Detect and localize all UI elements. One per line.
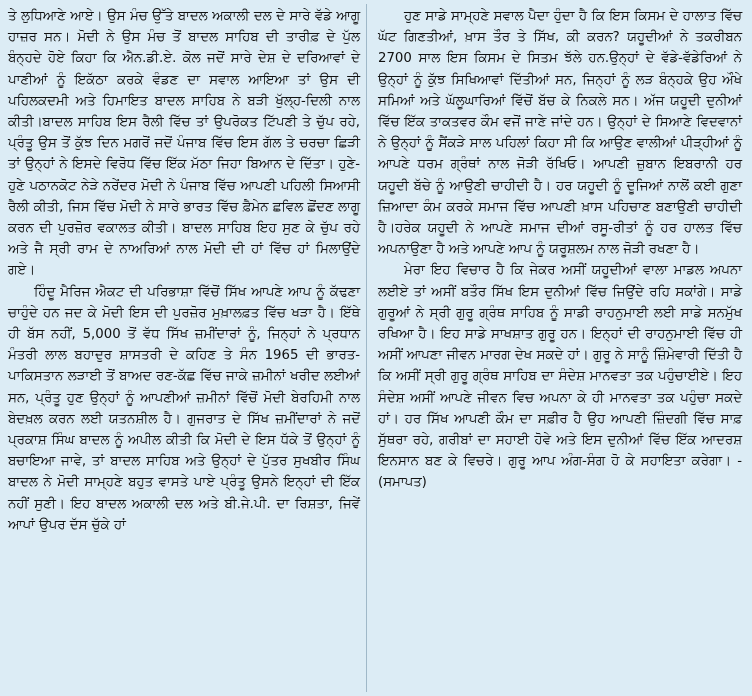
right-paragraph-1: ਹੁਣ ਸਾਡੇ ਸਾਮ੍ਹਣੇ ਸਵਾਲ ਪੈਦਾ ਹੁੰਦਾ ਹੈ ਕਿ ਇਸ ਕਿਸਮ ਦੇ ਹਾਲਾਤ ਵਿੱਚ ਘੱਟ ਗਿਣਤੀਆਂ, ਖ਼ਾਸ ਤੌਰ ਤੇ ਸਿੱਖ, ਕੀ ਕਰਨ? ਯਹੂਦੀਆਂ ਨੇ ਤਕਰੀਬਨ 2700 ਸਾਲ ਇਸ ਕਿਸਮ ਦੇ ਸਿਤਮ ਝੱਲੇ ਹਨ.ਉਨ੍ਹਾਂ ਦੇ ਵੱਡੇ-ਵੱਡੇਰਿਆਂ ਨੇ ਉਨ੍ਹਾਂ ਨੂੰ ਕੁੱਝ ਸਿਖਿਆਵਾਂ ਦਿੱਤੀਆਂ ਸਨ, ਜਿਨ੍ਹਾਂ ਨੂੰ ਲੜ ਬੰਨ੍ਹਕੇ ਉਹ ਔਖੇ ਸਮਿਆਂ ਅਤੇ ਘੱਲੂਘਾਰਿਆਂ ਵਿੱਚੋਂ ਬੱਚ ਕੇ ਨਿਕਲੇ ਸਨ। ਅੱਜ ਯਹੂਦੀ ਦੁਨੀਆਂ ਵਿੱਚ ਇੱਕ ਤਾਕਤਵਰ ਕੌਮ ਵਜੋਂ ਜਾਣੇ ਜਾਂਦੇ ਹਨ। ਉਨ੍ਹਾਂ ਦੇ ਸਿਆਣੇ ਵਿਦਵਾਨਾਂ ਨੇ ਉਨ੍ਹਾਂ ਨੂੰ ਸੈਂਕੜੇ ਸਾਲ ਪਹਿਲਾਂ ਕਿਹਾ ਸੀ ਕਿ ਆਉਣ ਵਾਲੀਆਂ ਪੀੜ੍ਹੀਆਂ ਨੂੰ ਆਪਣੇ ਧਰਮ ਗ੍ਰੰਥਾਂ ਨਾਲ ਜੋੜੀ ਰੱਖਿਓ। ਆਪਣੀ ਜ਼ੁਬਾਨ ਇਬਰਾਨੀ ਹਰ ਯਹੂਦੀ ਬੱਚੇ ਨੂੰ ਆਉਣੀ ਚਾਹੀਦੀ ਹੈ। ਹਰ ਯਹੂਦੀ ਨੂੰ ਦੂਜਿਆਂ ਨਾਲੋਂ ਕਈ ਗੁਣਾ ਜ਼ਿਆਦਾ ਕੰਮ ਕਰਕੇ ਸਮਾਜ ਵਿੱਚ ਆਪਣੀ ਖ਼ਾਸ ਪਹਿਚਾਣ ਬਣਾਉਣੀ ਚਾਹੀਦੀ ਹੈ।ਹਰੇਕ ਯਹੂਦੀ ਨੇ ਆਪਣੇ ਸਮਾਜ ਦੀਆਂ ਰਸੂ-ਰੀਤਾਂ ਨੂੰ ਹਰ ਹਾਲਤ ਵਿੱਚ ਅਪਨਾਉਣਾ ਹੈ ਅਤੇ ਆਪਣੇ ਆਪ ਨੂੰ ਯਰੂਸ਼ਲਮ ਨਾਲ ਜੋੜੀ ਰਖਣਾ ਹੈ। bbox=[378, 9, 742, 258]
right-paragraph-2: ਮੇਰਾ ਇਹ ਵਿਚਾਰ ਹੈ ਕਿ ਜੇਕਰ ਅਸੀਂ ਯਹੂਦੀਆਂ ਵਾਲਾ ਮਾਡਲ ਅਪਨਾ ਲਈਏ ਤਾਂ ਅਸੀਂ ਬਤੌਰ ਸਿੱਖ ਇਸ ਦੁਨੀਆਂ ਵਿੱਚ ਜਿਉਂਦੇ ਰਹਿ ਸਕਾਂਗੇ। ਸਾਡੇ ਗੁਰੂਆਂ ਨੇ ਸ੍ਰੀ ਗੁਰੂ ਗ੍ਰੰਥ ਸਾਹਿਬ ਨੂੰ ਸਾਡੀ ਰਾਹਨੁਮਾਈ ਲਈ ਸਾਡੇ ਸਨਮੁੱਖ ਰਖਿਆ ਹੈ। ਇਹ ਸਾਡੇ ਸਾਖਸ਼ਾਤ ਗੁਰੂ ਹਨ। ਇਨ੍ਹਾਂ ਦੀ ਰਾਹਨੁਮਾਈ ਵਿੱਚ ਹੀ ਅਸੀਂ ਆਪਣਾ ਜੀਵਨ ਮਾਰਗ ਦੇਖ ਸਕਦੇ ਹਾਂ। ਗੁਰੂ ਨੇ ਸਾਨੂੰ ਜ਼ਿੰਮੇਵਾਰੀ ਦਿੱਤੀ ਹੈ ਕਿ ਅਸੀਂ ਸ੍ਰੀ ਗੁਰੂ ਗ੍ਰੰਥ ਸਾਹਿਬ ਦਾ ਸੰਦੇਸ਼ ਮਾਨਵਤਾ ਤਕ ਪਹੁੰਚਾਈਏ। ਇਹ ਸੰਦੇਸ਼ ਅਸੀਂ ਆਪਣੇ ਜੀਵਨ ਵਿਚ ਅਪਨਾ ਕੇ ਹੀ ਮਾਨਵਤਾ ਤਕ ਪਹੁੰਚਾ ਸਕਦੇ ਹਾਂ। ਹਰ ਸਿੱਖ ਆਪਣੀ ਕੌਮ ਦਾ ਸਫ਼ੀਰ ਹੈ ਉਹ ਆਪਣੀ ਜ਼ਿੰਦਗੀ ਵਿੱਚ ਸਾਫ਼ ਸੁੱਥਰਾ ਰਹੇ, ਗਰੀਬਾਂ ਦਾ ਸਹਾਈ ਹੋਵੇ ਅਤੇ ਇਸ ਦੁਨੀਆਂ ਵਿੱਚ ਇੱਕ ਆਦਰਸ਼ ਇਨਸਾਨ ਬਣ ਕੇ ਵਿਚਰੇ। ਗੁਰੂ ਆਪ ਅੰਗ-ਸੰਗ ਹੋ ਕੇ ਸਹਾਇਤਾ ਕਰੇਗਾ। - (ਸਮਾਪਤ) bbox=[378, 263, 742, 491]
left-text-column bbox=[4, 0, 364, 696]
right-text-column bbox=[372, 0, 748, 696]
left-paragraph-2: ਹਿੰਦੂ ਮੈਰਿਜ ਐਕਟ ਦੀ ਪਰਿਭਾਸ਼ਾ ਵਿੱਚੋਂ ਸਿੱਖ ਆਪਣੇ ਆਪ ਨੂੰ ਕੱਢਣਾ ਚਾਹੁੰਦੇ ਹਨ ਜਦ ਕੇ ਮੋਦੀ ਇਸ ਦੀ ਪੁਰਜ਼ੋਰ ਮੁਖ਼ਾਲਫ਼ਤ ਵਿੱਚ ਖੜਾ ਹੈ। ਇੱਥੇ ਹੀ ਬੱਸ ਨਹੀਂ, 5,000 ਤੋਂ ਵੱਧ ਸਿੱਖ ਜ਼ਮੀਂਦਾਰਾਂ ਨੂੰ, ਜਿਨ੍ਹਾਂ ਨੇ ਪ੍ਰਧਾਨ ਮੰਤਰੀ ਲਾਲ ਬਹਾਦੁਰ ਸ਼ਾਸਤਰੀ ਦੇ ਕਹਿਣ ਤੇ ਸੰਨ 1965 ਦੀ ਭਾਰਤ-ਪਾਕਿਸਤਾਨ ਲੜਾਈ ਤੋਂ ਬਾਅਦ ਰਣ-ਕੱਛ ਵਿੱਚ ਜਾਕੇ ਜ਼ਮੀਨਾਂ ਖਰੀਦ ਲਈਆਂ ਸਨ, ਪ੍ਰੰਤੂ ਹੁਣ ਉਨ੍ਹਾਂ ਨੂੰ ਆਪਣੀਆਂ ਜ਼ਮੀਨਾਂ ਵਿੱਚੋਂ ਮੋਦੀ ਬੇਰਹਿਮੀ ਨਾਲ ਬੇਦਖ਼ਲ ਕਰਨ ਲਈ ਯਤਨਸ਼ੀਲ ਹੈ। ਗੁਜਰਾਤ ਦੇ ਸਿੱਖ ਜ਼ਮੀਂਦਾਰਾਂ ਨੇ ਜਦੋਂ ਪ੍ਰਕਾਸ਼ ਸਿੰਘ ਬਾਦਲ ਨੂੰ ਅਪੀਲ ਕੀਤੀ ਕਿ ਮੋਦੀ ਦੇ ਇਸ ਧੱਕੇ ਤੋਂ ਉਨ੍ਹਾਂ ਨੂੰ ਬਚਾਇਆ ਜਾਵੇ, ਤਾਂ ਬਾਦਲ ਸਾਹਿਬ ਅਤੇ ਉਨ੍ਹਾਂ ਦੇ ਪੁੱਤਰ ਸੁਖਬੀਰ ਸਿੰਘ ਬਾਦਲ ਨੇ ਮੋਦੀ ਸਾਮ੍ਹਣੇ ਬਹੁਤ ਵਾਸਤੇ ਪਾਏ ਪ੍ਰੰਤੂ ਉਸਨੇ ਇਨ੍ਹਾਂ ਦੀ ਇੱਕ ਨਹੀਂ ਸੁਣੀ। ਇਹ ਬਾਦਲ ਅਕਾਲੀ ਦਲ ਅਤੇ ਬੀ.ਜੇ.ਪੀ. ਦਾ ਰਿਸ਼ਤਾ, ਜਿਵੇਂ ਆਪਾਂ ਉਪਰ ਦੱਸ ਚੁੱਕੇ ਹਾਂ bbox=[8, 284, 360, 533]
column-divider bbox=[366, 4, 367, 692]
left-paragraph-1: ਤੇ ਲੁਧਿਆਣੇ ਆਏ। ਉਸ ਮੰਚ ਉੱਤੇ ਬਾਦਲ ਅਕਾਲੀ ਦਲ ਦੇ ਸਾਰੇ ਵੱਡੇ ਆਗੂ ਹਾਜ਼ਰ ਸਨ। ਮੋਦੀ ਨੇ ਉਸ ਮੰਚ ਤੋਂ ਬਾਦਲ ਸਾਹਿਬ ਦੀ ਤਾਰੀਫ਼ ਦੇ ਪੁੱਲ ਬੰਨ੍ਹਦੇ ਹੋਏ ਕਿਹਾ ਕਿ ਐਨ.ਡੀ.ਏ. ਕੋਲ ਜਦੋਂ ਸਾਰੇ ਦੇਸ਼ ਦੇ ਦਰਿਆਵਾਂ ਦੇ ਪਾਣੀਆਂ ਨੂੰ ਇਕੱਠਾ ਕਰਕੇ ਵੰਡਣ ਦਾ ਸਵਾਲ ਆਇਆ ਤਾਂ ਉਸ ਦੀ ਪਹਿਲਕਦਮੀ ਅਤੇ ਹਿਮਾਇਤ ਬਾਦਲ ਸਾਹਿਬ ਨੇ ਬੜੀ ਖੁੱਲ੍ਹ-ਦਿਲੀ ਨਾਲ ਕੀਤੀ।ਬਾਦਲ ਸਾਹਿਬ ਇਸ ਰੈਲੀ ਵਿੱਚ ਤਾਂ ਉਪਰੋਕਤ ਟਿੱਪਣੀ ਤੇ ਚੁੱਪ ਰਹੇ, ਪ੍ਰੰਤੂ ਉਸ ਤੋਂ ਕੁੱਝ ਦਿਨ ਮਗਰੋਂ ਜਦੋਂ ਪੰਜਾਬ ਵਿੱਚ ਇਸ ਗੱਲ ਤੇ ਚਰਚਾ ਛਿੜੀ ਤਾਂ ਉਨ੍ਹਾਂ ਨੇ ਇਸਦੇ ਵਿਰੋਧ ਵਿੱਚ ਇੱਕ ਮੱਠਾ ਜਿਹਾ ਬਿਆਨ ਦੇ ਦਿੱਤਾ। ਹੁਣੇ-ਹੁਣੇ ਪਠਾਨਕੋਟ ਨੇੜੇ ਨਰੇਂਦਰ ਮੋਦੀ ਨੇ ਪੰਜਾਬ ਵਿੱਚ ਆਪਣੀ ਪਹਿਲੀ ਸਿਆਸੀ ਰੈਲੀ ਕੀਤੀ, ਜਿਸ ਵਿੱਚ ਮੋਦੀ ਨੇ ਸਾਰੇ ਭਾਰਤ ਵਿੱਚ ਫ਼ੈਮੇਨ ਛਵਿਲ ਛੋਂਦਣ ਲਾਗੂ ਕਰਨ ਦੀ ਪੁਰਜ਼ੋਰ ਵਕਾਲਤ ਕੀਤੀ। ਬਾਦਲ ਸਾਹਿਬ ਇਹ ਸੁਣ ਕੇ ਚੁੱਪ ਰਹੇ ਅਤੇ ਜੈ ਸ੍ਰੀ ਰਾਮ ਦੇ ਨਾਅਰਿਆਂ ਨਾਲ ਮੋਦੀ ਦੀ ਹਾਂ ਵਿੱਚ ਹਾਂ ਮਿਲਾਉਂਦੇ ਗਏ। bbox=[8, 9, 360, 279]
